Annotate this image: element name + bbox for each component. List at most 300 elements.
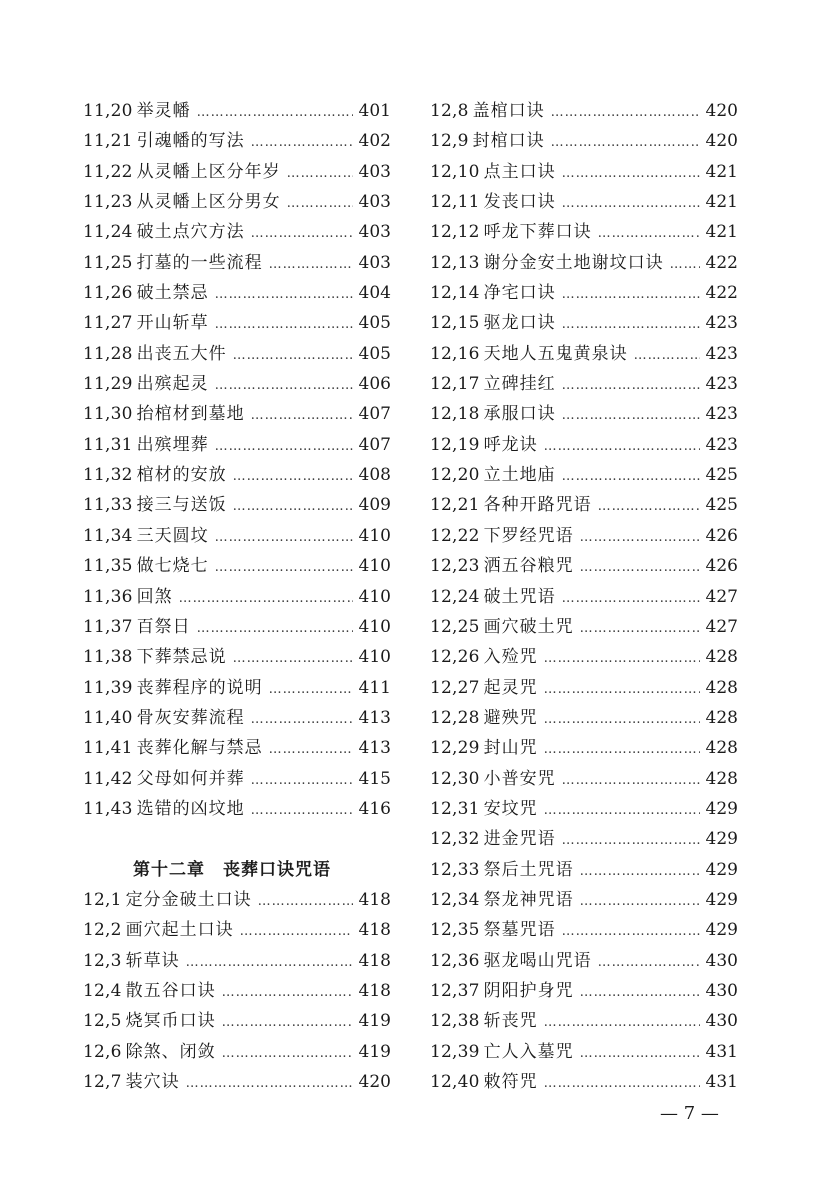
toc-entry — [83, 915, 391, 945]
entry-page: 421 — [705, 222, 738, 243]
entry-page: 410 — [358, 616, 391, 637]
entry-page: 429 — [705, 889, 738, 910]
entry-page: 401 — [358, 101, 391, 121]
entry-page: 421 — [705, 192, 738, 213]
dot-leader — [562, 280, 700, 310]
dot-leader — [179, 584, 353, 614]
entry-title: 天地人五鬼黄泉诀 — [483, 343, 628, 364]
dot-leader — [287, 159, 353, 189]
entry-number: 12,29 — [430, 738, 480, 759]
dot-leader — [562, 766, 700, 796]
entry-title: 举灵幡 — [136, 101, 191, 121]
entry-number: 11,36 — [83, 586, 133, 607]
toc-entry — [83, 976, 391, 1006]
entry-title: 选错的凶坟地 — [136, 798, 245, 819]
entry-number: 12,32 — [430, 829, 480, 850]
toc-right-column — [430, 96, 738, 1097]
entry-page: 415 — [358, 768, 391, 789]
dot-leader — [287, 189, 353, 219]
entry-title: 洒五谷粮咒 — [483, 556, 574, 577]
entry-title: 破土点穴方法 — [136, 222, 245, 243]
dot-leader — [580, 523, 700, 553]
entry-page: 408 — [358, 465, 391, 486]
entry-number: 12,19 — [430, 434, 480, 455]
toc-entry — [430, 369, 738, 399]
dot-leader — [580, 857, 700, 887]
dot-leader — [562, 462, 700, 492]
entry-page: 420 — [358, 1072, 391, 1092]
dot-leader — [186, 948, 353, 978]
toc-entry — [430, 217, 738, 247]
toc-entry — [430, 339, 738, 369]
entry-page: 413 — [358, 707, 391, 728]
entry-page: 419 — [358, 1041, 391, 1062]
dot-leader — [580, 553, 700, 583]
dot-leader — [544, 1008, 700, 1038]
dot-leader — [562, 401, 700, 431]
entry-title: 烧冥币口诀 — [125, 1011, 216, 1032]
entry-page: 427 — [705, 616, 738, 637]
entry-page: 405 — [358, 343, 391, 364]
entry-page: 430 — [705, 980, 738, 1001]
toc-entry — [83, 551, 391, 581]
entry-title: 定分金破土口诀 — [125, 889, 252, 910]
entry-number: 11,31 — [83, 434, 133, 455]
entry-page: 430 — [705, 950, 738, 971]
entry-title: 祭后土咒语 — [483, 859, 574, 880]
toc-entry — [83, 1037, 391, 1067]
toc-entry — [83, 96, 391, 126]
entry-number: 11,39 — [83, 677, 133, 698]
entry-number: 12,2 — [83, 920, 122, 941]
toc-left-column — [83, 96, 391, 1097]
entry-title: 亡人入墓咒 — [483, 1041, 574, 1062]
dot-leader — [233, 644, 353, 674]
entry-page: 420 — [705, 131, 738, 152]
dot-leader — [233, 492, 353, 522]
entry-page: 410 — [358, 647, 391, 668]
toc-entry — [83, 187, 391, 217]
toc-entry — [83, 157, 391, 187]
entry-number: 12,15 — [430, 313, 480, 334]
entry-number: 12,36 — [430, 950, 480, 971]
dot-leader — [598, 492, 700, 522]
entry-number: 12,30 — [430, 768, 480, 789]
dot-leader — [544, 432, 700, 462]
dot-leader — [598, 948, 700, 978]
entry-title: 呼龙下葬口诀 — [483, 222, 592, 243]
dot-leader — [186, 1069, 353, 1099]
entry-page: 430 — [705, 1011, 738, 1032]
entry-number: 12,27 — [430, 677, 480, 698]
dot-leader — [215, 371, 353, 401]
toc-entry — [83, 582, 391, 612]
entry-page: 429 — [705, 829, 738, 850]
dot-leader — [222, 1039, 353, 1069]
entry-title: 除煞、闭敛 — [125, 1041, 216, 1062]
dot-leader — [269, 250, 353, 280]
entry-title: 斩草诀 — [125, 950, 180, 971]
entry-number: 11,32 — [83, 465, 133, 486]
entry-title: 祭墓咒语 — [483, 920, 556, 941]
toc-entry — [83, 733, 391, 763]
entry-number: 12,10 — [430, 161, 480, 182]
entry-title: 引魂幡的写法 — [136, 131, 245, 152]
entry-page: 428 — [705, 768, 738, 789]
entry-number: 12,25 — [430, 616, 480, 637]
entry-page: 427 — [705, 586, 738, 607]
dot-leader — [580, 614, 700, 644]
entry-number: 12,1 — [83, 889, 122, 910]
entry-page: 429 — [705, 859, 738, 880]
entry-number: 12,37 — [430, 980, 480, 1001]
entry-number: 11,27 — [83, 313, 133, 334]
entry-page: 407 — [358, 404, 391, 425]
entry-title: 下罗经咒语 — [483, 525, 574, 546]
dot-leader — [251, 128, 353, 158]
entry-number: 12,6 — [83, 1041, 122, 1062]
entry-page: 410 — [358, 586, 391, 607]
entry-number: 11,24 — [83, 222, 133, 243]
dot-leader — [544, 644, 700, 674]
entry-title: 破土禁忌 — [136, 283, 209, 304]
entry-title: 斩丧咒 — [483, 1011, 538, 1032]
toc-entry — [430, 1067, 738, 1097]
entry-title: 丧葬化解与禁忌 — [136, 738, 263, 759]
dot-leader — [562, 584, 700, 614]
entry-number: 12,12 — [430, 222, 480, 243]
entry-page: 418 — [358, 980, 391, 1001]
dot-leader — [222, 978, 353, 1008]
toc-entry — [83, 521, 391, 551]
entry-title: 从灵幡上区分年岁 — [136, 161, 281, 182]
entry-number: 11,40 — [83, 707, 133, 728]
entry-page: 409 — [358, 495, 391, 516]
entry-title: 立碑挂红 — [483, 374, 556, 395]
entry-page: 404 — [358, 283, 391, 304]
entry-title: 呼龙诀 — [483, 434, 538, 455]
entry-title: 净宅口诀 — [483, 283, 556, 304]
entry-title: 做七烧七 — [136, 556, 209, 577]
entry-page: 419 — [358, 1011, 391, 1032]
dot-leader — [197, 98, 353, 128]
entry-page: 411 — [358, 677, 391, 698]
toc-entry — [83, 399, 391, 429]
entry-page: 425 — [705, 465, 738, 486]
toc-entry — [430, 157, 738, 187]
dot-leader — [580, 887, 700, 917]
entry-title: 驱龙口诀 — [483, 313, 556, 334]
toc-entry — [430, 703, 738, 733]
entry-page: 428 — [705, 738, 738, 759]
entry-number: 11,30 — [83, 404, 133, 425]
dot-leader — [562, 310, 700, 340]
entry-number: 11,37 — [83, 616, 133, 637]
entry-title: 画穴破土咒 — [483, 616, 574, 637]
section-gap — [83, 824, 391, 854]
chapter-heading — [83, 855, 391, 885]
entry-number: 12,13 — [430, 252, 480, 273]
toc-entry — [430, 946, 738, 976]
dot-leader — [544, 1069, 700, 1099]
toc-entry — [430, 976, 738, 1006]
entry-number: 11,33 — [83, 495, 133, 516]
toc-entry — [83, 278, 391, 308]
entry-page: 423 — [705, 313, 738, 334]
entry-title: 破土咒语 — [483, 586, 556, 607]
dot-leader — [634, 341, 700, 371]
entry-number: 12,33 — [430, 859, 480, 880]
toc-entry — [430, 551, 738, 581]
entry-title: 点主口诀 — [483, 161, 556, 182]
entry-number: 12,21 — [430, 495, 480, 516]
toc-entry — [430, 308, 738, 338]
entry-number: 12,3 — [83, 950, 122, 971]
toc-entry — [83, 248, 391, 278]
entry-page: 421 — [705, 161, 738, 182]
entry-title: 父母如何并葬 — [136, 768, 245, 789]
entry-page: 418 — [358, 920, 391, 941]
dot-leader — [251, 219, 353, 249]
toc-entry — [430, 673, 738, 703]
toc-entry — [430, 399, 738, 429]
entry-title: 骨灰安葬流程 — [136, 707, 245, 728]
toc-entry — [430, 248, 738, 278]
entry-page: 418 — [358, 950, 391, 971]
entry-title: 棺材的安放 — [136, 465, 227, 486]
dot-leader — [222, 1008, 353, 1038]
entry-page: 410 — [358, 525, 391, 546]
entry-number: 12,16 — [430, 343, 480, 364]
toc-entry — [430, 460, 738, 490]
dot-leader — [580, 1039, 700, 1069]
entry-title: 百祭日 — [136, 616, 191, 637]
entry-title: 承服口诀 — [483, 404, 556, 425]
entry-title: 出丧五大件 — [136, 343, 227, 364]
entry-number: 12,38 — [430, 1011, 480, 1032]
entry-page: 428 — [705, 677, 738, 698]
entry-number: 12,26 — [430, 647, 480, 668]
entry-number: 11,43 — [83, 798, 133, 819]
dot-leader — [670, 250, 700, 280]
entry-number: 11,25 — [83, 252, 133, 273]
entry-page: 405 — [358, 313, 391, 334]
entry-number: 12,35 — [430, 920, 480, 941]
dot-leader — [562, 371, 700, 401]
dot-leader — [544, 735, 700, 765]
toc-entry — [430, 490, 738, 520]
toc-entry — [430, 126, 738, 156]
entry-number: 11,28 — [83, 343, 133, 364]
dot-leader — [251, 401, 353, 431]
entry-title: 入殓咒 — [483, 647, 538, 668]
dot-leader — [215, 280, 353, 310]
entry-title: 封棺口诀 — [472, 131, 545, 152]
entry-page: 420 — [705, 101, 738, 121]
dot-leader — [544, 705, 700, 735]
entry-title: 散五谷口诀 — [125, 980, 216, 1001]
entry-page: 403 — [358, 161, 391, 182]
toc-entry — [83, 430, 391, 460]
dot-leader — [251, 766, 353, 796]
dot-leader — [197, 614, 353, 644]
entry-page: 403 — [358, 192, 391, 213]
toc-entry — [83, 126, 391, 156]
entry-page: 423 — [705, 404, 738, 425]
entry-page: 423 — [705, 434, 738, 455]
dot-leader — [269, 675, 353, 705]
entry-title: 阴阳护身咒 — [483, 980, 574, 1001]
toc-entry — [83, 217, 391, 247]
toc-entry — [430, 824, 738, 854]
toc-entry — [430, 764, 738, 794]
entry-title: 封山咒 — [483, 738, 538, 759]
entry-title: 发丧口诀 — [483, 192, 556, 213]
toc-entry — [430, 855, 738, 885]
toc-entry — [83, 946, 391, 976]
dot-leader — [233, 462, 353, 492]
entry-title: 三天圆坟 — [136, 525, 209, 546]
entry-page: 422 — [705, 283, 738, 304]
chapter-title: 丧葬口诀咒语 — [223, 859, 331, 880]
entry-title: 祭龙神咒语 — [483, 889, 574, 910]
toc-entry — [430, 187, 738, 217]
toc-list-chapter-12 — [430, 96, 738, 1097]
toc-entry — [430, 1006, 738, 1036]
entry-page: 403 — [358, 252, 391, 273]
entry-page: 426 — [705, 525, 738, 546]
toc-entry — [430, 885, 738, 915]
toc-entry — [430, 1037, 738, 1067]
entry-page: 413 — [358, 738, 391, 759]
dot-leader — [562, 826, 700, 856]
entry-title: 安坟咒 — [483, 798, 538, 819]
entry-page: 403 — [358, 222, 391, 243]
entry-number: 11,26 — [83, 283, 133, 304]
entry-page: 428 — [705, 647, 738, 668]
dot-leader — [251, 705, 353, 735]
entry-title: 进金咒语 — [483, 829, 556, 850]
toc-entry — [83, 1006, 391, 1036]
entry-number: 12,4 — [83, 980, 122, 1001]
entry-number: 12,34 — [430, 889, 480, 910]
toc-entry — [430, 794, 738, 824]
entry-number: 12,22 — [430, 525, 480, 546]
entry-number: 12,24 — [430, 586, 480, 607]
dot-leader — [562, 917, 700, 947]
entry-number: 11,42 — [83, 768, 133, 789]
entry-page: 407 — [358, 434, 391, 455]
entry-number: 11,34 — [83, 525, 133, 546]
entry-title: 接三与送饭 — [136, 495, 227, 516]
toc-entry — [430, 642, 738, 672]
toc-entry — [430, 582, 738, 612]
entry-number: 11,35 — [83, 556, 133, 577]
entry-title: 谢分金安土地谢坟口诀 — [483, 252, 664, 273]
entry-number: 11,38 — [83, 647, 133, 668]
entry-title: 立土地庙 — [483, 465, 556, 486]
entry-number: 12,28 — [430, 707, 480, 728]
toc-entry — [83, 308, 391, 338]
entry-page: 429 — [705, 798, 738, 819]
entry-number: 11,29 — [83, 374, 133, 395]
entry-title: 敕符咒 — [483, 1072, 538, 1092]
dot-leader — [544, 675, 700, 705]
dot-leader — [215, 310, 353, 340]
entry-number: 12,9 — [430, 131, 469, 152]
chapter-number: 第十二章 — [133, 859, 205, 880]
toc-entry — [430, 733, 738, 763]
toc-entry — [83, 703, 391, 733]
entry-title: 下葬禁忌说 — [136, 647, 227, 668]
entry-title: 抬棺材到墓地 — [136, 404, 245, 425]
toc-entry — [430, 612, 738, 642]
dot-leader — [551, 128, 700, 158]
toc-entry — [83, 764, 391, 794]
entry-page: 425 — [705, 495, 738, 516]
entry-page: 428 — [705, 707, 738, 728]
entry-number: 12,20 — [430, 465, 480, 486]
entry-number: 12,11 — [430, 192, 480, 213]
entry-page: 429 — [705, 920, 738, 941]
toc-entry — [83, 794, 391, 824]
entry-title: 出殡埋葬 — [136, 434, 209, 455]
toc-entry — [83, 642, 391, 672]
entry-number: 11,41 — [83, 738, 133, 759]
toc-entry — [83, 369, 391, 399]
entry-page: 418 — [358, 889, 391, 910]
toc-entry — [430, 430, 738, 460]
toc-list-chapter-12-start — [83, 885, 391, 1097]
entry-number: 11,21 — [83, 131, 133, 152]
entry-title: 丧葬程序的说明 — [136, 677, 263, 698]
entry-title: 装穴诀 — [125, 1072, 180, 1092]
entry-number: 12,23 — [430, 556, 480, 577]
page-number: — 7 — — [660, 1103, 719, 1124]
entry-title: 回煞 — [136, 586, 173, 607]
entry-title: 各种开路咒语 — [483, 495, 592, 516]
dot-leader — [215, 523, 353, 553]
entry-number: 12,14 — [430, 283, 480, 304]
entry-number: 12,7 — [83, 1072, 122, 1092]
toc-entry — [83, 673, 391, 703]
dot-leader — [562, 189, 700, 219]
entry-page: 416 — [358, 798, 391, 819]
toc-entry — [430, 915, 738, 945]
dot-leader — [562, 159, 700, 189]
entry-title: 盖棺口诀 — [472, 101, 545, 121]
entry-title: 避殃咒 — [483, 707, 538, 728]
toc-entry — [430, 521, 738, 551]
entry-page: 410 — [358, 556, 391, 577]
entry-page: 426 — [705, 556, 738, 577]
entry-number: 11,20 — [83, 101, 133, 121]
entry-title: 从灵幡上区分男女 — [136, 192, 281, 213]
toc-entry — [430, 278, 738, 308]
entry-title: 画穴起土口诀 — [125, 920, 234, 941]
entry-title: 打墓的一些流程 — [136, 252, 263, 273]
dot-leader — [215, 553, 353, 583]
dot-leader — [258, 887, 353, 917]
dot-leader — [580, 978, 700, 1008]
dot-leader — [240, 917, 353, 947]
dot-leader — [233, 341, 353, 371]
entry-page: 402 — [358, 131, 391, 152]
toc-entry — [430, 96, 738, 126]
entry-number: 11,22 — [83, 161, 133, 182]
dot-leader — [544, 796, 700, 826]
dot-leader — [598, 219, 700, 249]
